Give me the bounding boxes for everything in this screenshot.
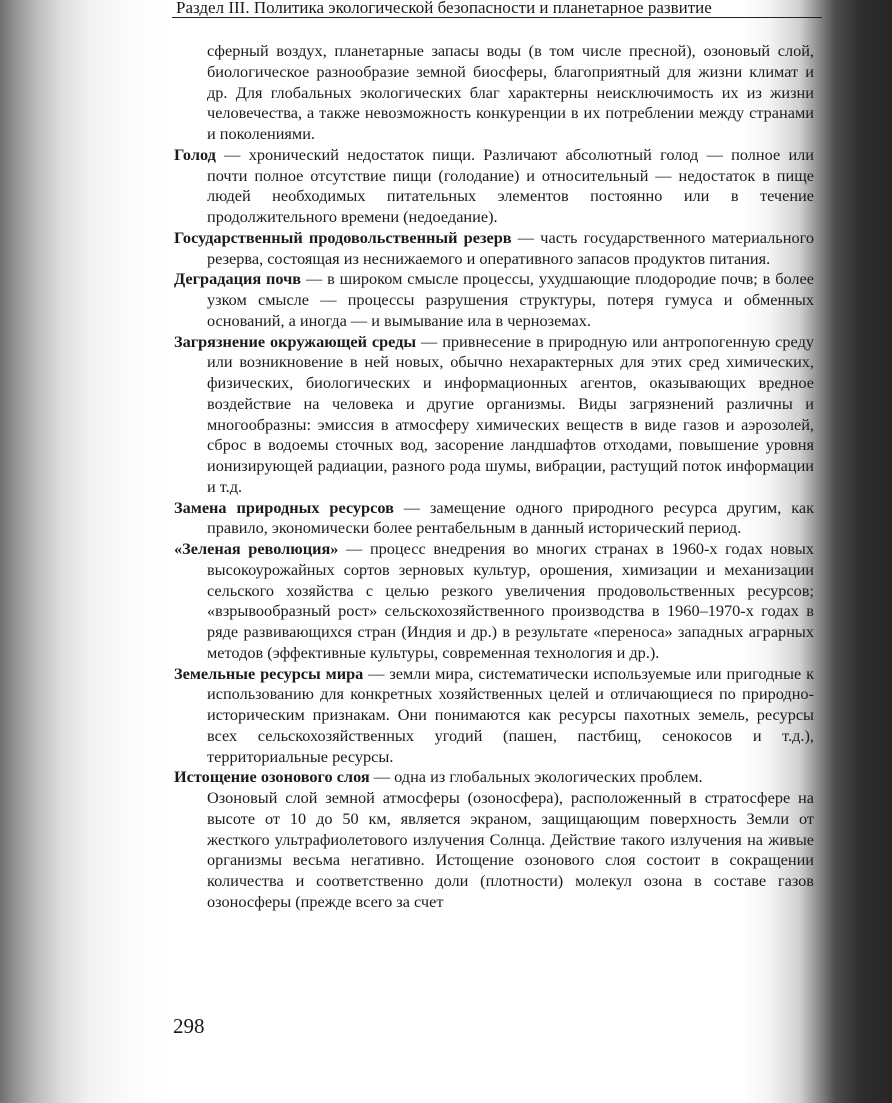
entry-term: Истощение озонового слоя	[174, 767, 370, 787]
glossary-entry-continuation	[174, 41, 814, 145]
glossary-entry-resource-replacement	[174, 498, 814, 540]
entry-definition: хронический недостаток пищи. Различают абсолютный голод — полное или почти полное отсутствие пищи (голодание) и относительный — недостаток в пище людей необходимых питательных элементов постоянно или в течение продолжительного времени (недоедание).	[207, 144, 814, 226]
entry-definition: привнесение в природную или антропогенную среду или возникновение в ней новых, обычно нехарактерных для этих сред химических, физических, биологических и информационных агентов, оказывающих вредное воздействие на человека и другие организмы. Виды загрязнений различны и многообразны: эмиссия в атмосферу химических веществ в виде газов и аэрозолей, сброс в водоемы сточных вод, засорение ландшафтов отходами, повышение уровня ионизирующей радиации, разного рода шумы, вибрации, растущий поток информации и т.д.	[207, 331, 814, 496]
entry-dash: —	[338, 539, 370, 558]
entry-definition: замещение одного природного ресурса другим, как правило, экономически более рентабельным в данный исторический период.	[207, 497, 814, 538]
entry-definition: сферный воздух, планетарные запасы воды (в том числе пресной), озоновый слой, биологическое разнообразие земной биосферы, благоприятный для жизни климат и др. Для глобальных экологических благ характерны неисключимость их из жизни человечества, а также невозможность конкуренции в их потреблении между странами и поколениями.	[207, 41, 814, 143]
entry-dash: —	[393, 497, 430, 517]
entry-term: Голод	[174, 144, 216, 164]
entry-term: Земельные ресурсы мира	[174, 663, 364, 683]
glossary-entry-golod	[174, 145, 814, 228]
entry-definition: земли мира, систематически используемые или пригодные к использованию для конкретных хозяйственных целей и отличающиеся по природно-историческим признакам. Они понимаются как ресурсы пахотных земель, ресурсы всех сельскохозяйственных угодий (пашен, пастбищ, сенокосов и т.д.), территориальные ресурсы.	[207, 663, 814, 766]
entry-term: Загрязнение окружающей среды	[174, 331, 417, 351]
entry-definition: одна из глобальных экологических проблем.	[394, 767, 703, 787]
glossary-text	[174, 41, 814, 913]
glossary-entry-ozone-depletion	[174, 767, 814, 788]
glossary-entry-food-reserve	[174, 228, 814, 270]
entry-dash: —	[416, 331, 443, 351]
entry-dash: —	[369, 767, 395, 787]
entry-definition: процесс внедрения во многих странах в 1960-х годах новых высокоурожайных сортов зерновых культур, орошения, химизации и механизации сельского хозяйства с целью резкого увеличения продовольственных ресурсов; «взрывообразный рост» сельскохозяйственного производства в 1960–1970-х годах в ряде развивающихся стран (Индия и др.) в результате «переноса» западных аграрных методов (эффективные культуры, современная технология и др.).	[207, 539, 814, 662]
entry-term: Государственный продовольственный резерв	[174, 227, 512, 247]
glossary-entry-soil-degradation	[174, 269, 814, 331]
entry-dash: —	[363, 663, 390, 683]
glossary-entry-pollution	[174, 332, 814, 498]
header-rule	[172, 17, 822, 18]
entry-definition: часть государственного материального резерва, состоящая из неснижаемого и оперативного запасов продуктов питания.	[207, 227, 814, 268]
entry-term: «Зеленая революция»	[174, 539, 339, 558]
glossary-entry-continuation	[174, 788, 814, 913]
glossary-entry-land-resources	[174, 664, 814, 768]
entry-definition: Озоновый слой земной атмосферы (озоносфера), расположенный в стратосфере на высоте от 10 до 50 км, является экраном, защищающим поверхность Земли от жесткого ультрафиолетового излучения Солнца. Действие такого излучения на живые организмы весьма негативно. Истощение озонового слоя состоит в сокращении количества и соответственно доли (плотности) молекул озона в составе газов озоносферы (прежде всего за счет	[207, 788, 814, 911]
entry-term: Замена природных ресурсов	[174, 497, 394, 517]
entry-term: Деградация почв	[174, 269, 302, 289]
entry-dash: —	[511, 227, 541, 247]
entry-dash: —	[301, 269, 328, 289]
page-number: 298	[173, 1014, 205, 1038]
entry-definition: в широком смысле процессы, ухудшающие плодородие почв; в более узком смысле — процессы разрушения структуры, потеря гумуса и обменных оснований, а иногда — и вымывание ила в черноземах.	[207, 269, 814, 330]
running-header: Раздел III. Политика экологической безопасности и планетарное развитие	[176, 0, 712, 16]
glossary-entry-green-revolution	[174, 539, 814, 664]
entry-dash: —	[215, 144, 249, 164]
